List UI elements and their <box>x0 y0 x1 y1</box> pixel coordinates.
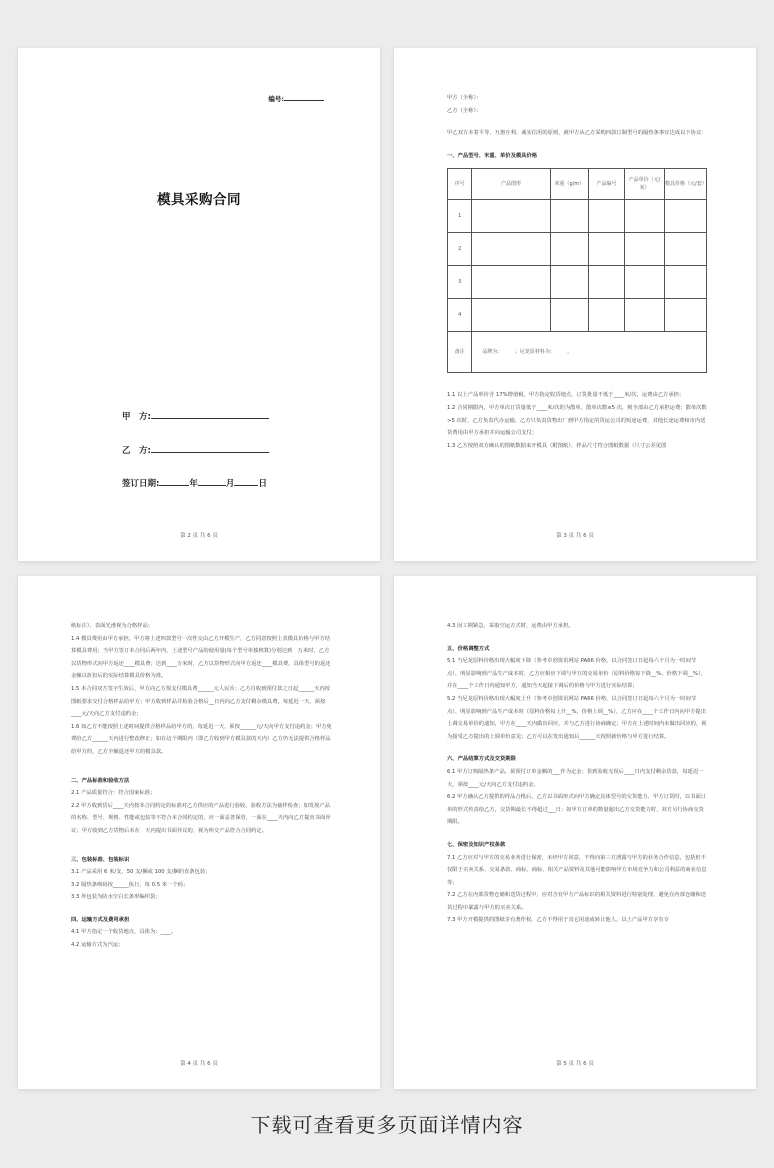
table-note-row <box>448 332 707 373</box>
product-spec-table <box>447 168 707 373</box>
clause: 7.2 乙方在内部货物仓储和送货过程中，应对含有甲方产品标识的相关资料进行特别处理，避免在内部仓储和送货过程中暴露与甲方的买卖关系。 <box>447 892 707 911</box>
table-header-cell: 模具价格（元/套） <box>665 169 707 200</box>
table-row <box>448 266 707 299</box>
page-content <box>447 620 708 927</box>
clause: 1.5 本合同双方签字生效后，甲方向乙方预支付模具费______元人民币；乙方自收到预付款之日起______天内按图纸要求交付合格样品给甲方；甲方收到样品并检验合格后__日内向乙方支付剩余模具费，每延迟一天，须按____元/天向乙方支付违约金； <box>71 685 331 718</box>
table-header-cell: 产品单价（元/米） <box>625 169 665 200</box>
clause: 6.2 甲方确认乙方提供的样品合格后，乙方以书面形式向甲方确定具体型号的交货能力，甲方订货时，以书面订单的形式传真给乙方，交货期最长不得超过___日；如甲方订单的数量超出乙方交货能力时，双方另行协商交货期限。 <box>447 794 707 826</box>
intro-paragraph: 甲乙双方本着平等、互惠互利、诚实信用的原则，就甲方从乙方采购四款订制型号的隔热条事宜达成以下协议： <box>447 130 707 137</box>
clause: 2.1 产品质量符合：符合国家标准； <box>71 790 156 797</box>
page-content <box>447 92 708 452</box>
page-number: 第 4 页 共 6 页 <box>180 1061 218 1067</box>
day-label: 日 <box>258 479 267 489</box>
party-a-label: 甲 方: <box>122 412 151 422</box>
clause: 3.1 产品采用 6 米/支、50 支/捆或 100 支/捆的直条包装； <box>71 869 211 876</box>
page-terms-3 <box>394 576 756 1089</box>
clause: 5.2 当尼龙原料价格出现大幅度上升（参考卓创资讯网站 PA66 价格，以合同签订日起每六个月为一时间节点），明显影响到产品生产成本时（原料价格每上升__%，价格上调__%），乙方应在____个工作日内向甲方提出上调交易单价的通知，甲方在____天内做出回应，并与乙方进行协商确定；甲方在上述时间内未做出回应的，视为接受乙方提出的上调单价意见；乙方可以在发出通知后______天按照新价格与甲方进行结算。 <box>447 695 707 740</box>
clause: 5.1 当尼龙原料价格出现大幅度下降（参考卓创资讯网站 PA66 价格，以合同签订日起每六个月为一时间节点），明显影响到产品生产成本时，乙方应相应下调与甲方的交易单价（原料价格每下降__%，价格下调__%），并在____个工作日内通知甲方，通知当天起接下调后的价格与甲方进行实际结算； <box>447 658 707 690</box>
page-content <box>71 620 332 952</box>
table-header-cell: 产品编号 <box>589 169 625 200</box>
year-label: 年 <box>189 479 198 489</box>
date-label: 签订日期: <box>122 479 160 489</box>
clause: 7.1 乙方应对与甲方的交易业务进行保密，未经甲方同意，不得向第三方泄露与甲方的业务合作信息，包括但不仅限于买卖关系、交易条款、商标、商标、相关产品资料及其他可能影响甲方市场竞争力和公司利益的商业信息等； <box>447 854 707 886</box>
serial-underline <box>284 94 324 101</box>
section-heading: 五、价格调整方式 <box>447 645 490 652</box>
clause: 3.3 外包装为防水空白长条形编织袋； <box>71 894 161 901</box>
serial-number-field <box>268 94 324 103</box>
download-more-banner[interactable]: 下载可查看更多页面详情内容 <box>250 1113 524 1137</box>
section-heading: 七、保密及知识产权条款 <box>447 841 506 848</box>
clause: 3.2 隔热条喷码按______执行，每 0.5 米一个码； <box>71 881 189 888</box>
month-underline <box>198 477 226 486</box>
page-number: 第 3 页 共 6 页 <box>556 533 594 539</box>
section-heading: 三、包装标准、包装标识 <box>71 856 130 863</box>
clause: 4.2 运输方式为汽运； <box>71 942 124 949</box>
section-heading: 六、产品结算方式及交货期限 <box>447 756 516 763</box>
row-index: 4 <box>448 299 472 332</box>
note-text: 品牌为： ；尼龙原材料为： 。 <box>472 332 707 373</box>
clause: 6.1 甲方订购隔热条产品，须预付订单金额的___作为定金；货到验收无误后____日内支付剩余货款，每延迟一天，须按____元/天向乙方支付违约金。 <box>447 768 704 788</box>
day-underline <box>234 477 258 486</box>
clause: 1.2 合同期限内，甲方单次订货量低于____米/次的为散单，散单次数≤5 次，则全部由乙方承担运费；散单次数>5 次时，乙方负责代办运输，乙方只负责货物出厂到甲方指定的货运公司的短途运费，其他长途运费和市内送货费用由甲方承担并向运输公司支付； <box>447 404 707 437</box>
contract-title: 模具采购合同 <box>157 192 241 208</box>
clause: 1.4 模具费用由甲方承担，甲方将上述四款型号一次性交由乙方开模生产，乙方同意按照上表模具价格与甲方结算模具费用；当甲方签订本合同后两年内，上述型号产品的使用量(每个型号单独核算)分别达到 万米时，乙方以货物形式向甲方返还____模具费；达到____万米时，乙方以货物形式向甲方返还____模具费，具体型号的返还金额以折扣后的实际结算模具价格为准。 <box>71 635 331 680</box>
party-b-label: 乙 方: <box>122 446 151 456</box>
party-b-underline <box>151 444 269 453</box>
section-heading: 二、产品标准和验收方法 <box>71 777 130 784</box>
clause: 4.3 因工期紧急，采取空运方式时，运费由甲方承担。 <box>447 623 574 629</box>
serial-label: 编号: <box>268 95 284 103</box>
page-number: 第 2 页 共 6 页 <box>180 533 218 539</box>
signing-date-row <box>122 477 267 489</box>
clause: 1.3 乙方按照双方确认的图纸数据来开模具（附图纸），样品尺寸符合图纸数据（尺寸公差见图 <box>447 442 667 449</box>
clause: 2.2 甲方收到货后____天内按本合同约定的标准对乙方供应的产品进行验收，验收方法为抽样检查；如发现产品的名称、型号、规格、性能或包装等不符合本合同约定的，应一面妥善保管，一面在____天内向乙方提出书面异议；甲方收到乙方货物后未在 天内提出书面异议的，视为所交产品符合合同约定。 <box>71 802 331 834</box>
clause: 1.1 以上产品单价含 17%增值税，甲方指定收货地点，订货批量不低于____米/次，运费由乙方承担； <box>447 392 685 399</box>
clause: 1.6 如乙方不能按照上述时间提供合格样品给甲方的，每延迟一天，须按______元/天向甲方支付违约金；甲方免费给乙方______天内进行整改修正；如在这个期限内（即乙方收到甲方模具款的天内）乙方仍无法提供合格样品给甲方的，乙方全额退还甲方的模具款。 <box>71 723 332 755</box>
table-header-cell: 米重（g/m） <box>550 169 588 200</box>
section-heading: 一、产品型号、米重、单价及模具价格 <box>447 152 538 159</box>
row-index: 3 <box>448 266 472 299</box>
year-underline <box>159 477 189 486</box>
clause: 纸标注）、表面光滑视为合格样品； <box>71 623 154 629</box>
month-label: 月 <box>225 479 235 489</box>
page-terms-1 <box>394 48 756 561</box>
note-label: 备注 <box>448 332 472 373</box>
page-number: 第 5 页 共 6 页 <box>556 1061 594 1067</box>
party-b-line: 乙方（全称）： <box>447 107 482 114</box>
table-row <box>448 299 707 332</box>
party-a-signature-row <box>122 410 269 422</box>
table-header-cell: 产品图形 <box>472 169 550 200</box>
row-index: 1 <box>448 200 472 233</box>
clause: 4.1 甲方指定一个收货地点，具体为：____。 <box>71 929 177 936</box>
party-a-underline <box>151 410 269 419</box>
table-header-cell: 序号 <box>448 169 472 200</box>
clause: 7.3 甲方开模提供的图纸享有著作权，乙方不得用于其它用途或转让他人，以上产品甲方享有专 <box>447 917 669 924</box>
party-b-signature-row <box>122 444 269 456</box>
page-terms-2 <box>18 576 380 1089</box>
table-row <box>448 200 707 233</box>
row-index: 2 <box>448 233 472 266</box>
table-row <box>448 233 707 266</box>
section-heading: 四、运输方式及费用承担 <box>71 916 130 923</box>
party-a-line: 甲方（全称）： <box>447 95 482 101</box>
page-cover <box>18 48 380 561</box>
table-header-row <box>448 169 707 200</box>
